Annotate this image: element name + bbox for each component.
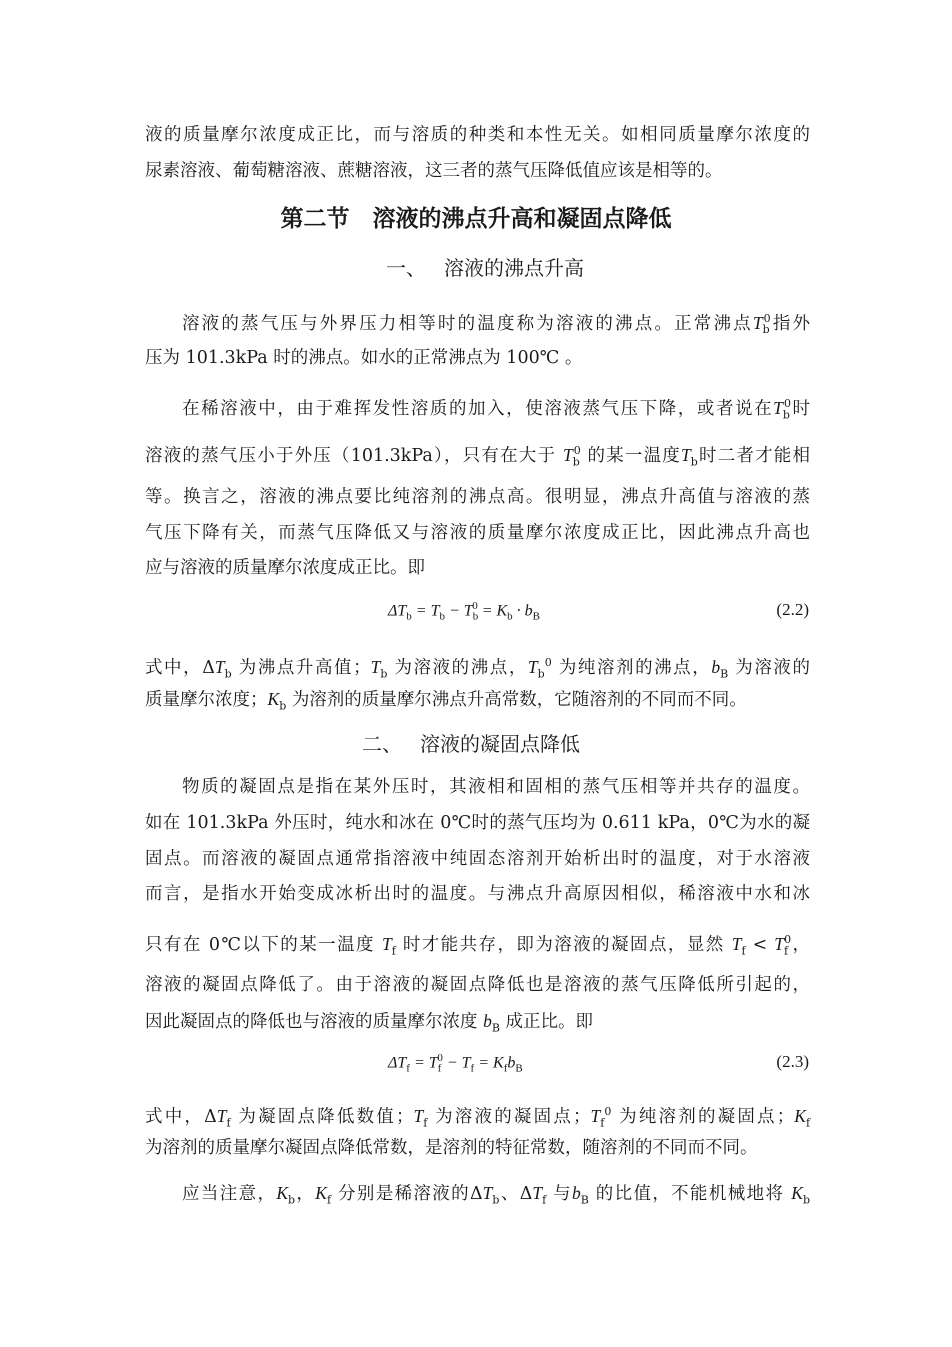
- equation-2-3: [0, 1052, 952, 1082]
- subsection-number: 一、: [386, 256, 426, 280]
- paragraph-line: 在稀溶液中，由于难挥发性溶质的加入，使溶液蒸气压下降，或者说在$T_b^0$时: [182, 397, 811, 422]
- paragraph-line: 为溶剂的质量摩尔凝固点降低常数，是溶剂的特征常数，随溶剂的不同而不同。: [145, 1138, 758, 1158]
- equation-formula: $\Delta T_b = T_b - T_b^0 = K_b \cdot b_B$: [388, 600, 541, 623]
- paragraph-line: 式中，$\Delta T_f$ 为凝固点降低数值；$T_f$ 为溶液的凝固点；$T_f^0$ 为纯溶剂的凝固点；$K_f$: [145, 1105, 811, 1130]
- equation-2-2: [0, 600, 952, 630]
- paragraph-line: 质量摩尔浓度；$K_b$ 为溶剂的质量摩尔沸点升高常数，它随溶剂的不同而不同。: [145, 689, 747, 713]
- paragraph-line: 溶液的蒸气压与外界压力相等时的温度称为溶液的沸点。正常沸点$T_b^0$指外: [182, 312, 811, 337]
- subsection-title: 溶液的沸点升高: [444, 256, 584, 280]
- paragraph-line: 应当注意，$K_b$，$K_f$ 分别是稀溶液的$\Delta T_b$、$\Delta T_f$ 与$b_B$ 的比值，不能机械地将 $K_b$: [182, 1183, 811, 1207]
- subsection-heading: [362, 728, 580, 757]
- paragraph-line: 而言，是指水开始变成冰析出时的温度。与沸点升高原因相似，稀溶液中水和冰: [145, 884, 810, 904]
- paragraph-line: 气压下降有关，而蒸气压降低又与溶液的质量摩尔浓度成正比，因此沸点升高也: [145, 523, 810, 543]
- equation-formula: $\Delta T_f = T_f^0 - T_f = K_fb_B$: [388, 1052, 523, 1075]
- paragraph-line: 因此凝固点的降低也与溶液的质量摩尔浓度 $b_B$ 成正比。即: [145, 1011, 593, 1035]
- equation-number: (2.2): [776, 600, 809, 619]
- paragraph-line: 压为 101.3kPa 时的沸点。如水的正常沸点为 100℃ 。: [145, 348, 583, 368]
- paragraph-line: 固点。而溶液的凝固点通常指溶液中纯固态溶剂开始析出时的温度，对于水溶液: [145, 849, 810, 869]
- paragraph-line: 式中，$\Delta T_b$ 为沸点升高值；$T_b$ 为溶液的沸点，$T_b^0$ 为纯溶剂的沸点，$b_B$ 为溶液的: [145, 656, 810, 681]
- subsection-title: 溶液的凝固点降低: [420, 732, 580, 756]
- paragraph-line: 尿素溶液、葡萄糖溶液、蔗糖溶液，这三者的蒸气压降低值应该是相等的。: [145, 161, 723, 181]
- subsection-heading: [386, 252, 584, 281]
- paragraph-line: 只有在 0℃以下的某一温度 $T_f$ 时才能共存，即为溶液的凝固点，显然 $T_f < T_f^0$，: [145, 933, 810, 958]
- paragraph-line: 溶液的蒸气压小于外压（101.3kPa），只有在大于 $T_b^0$ 的某一温度$T_b$时二者才能相: [145, 444, 810, 469]
- equation-number: (2.3): [776, 1052, 809, 1071]
- section-title: 第二节 溶液的沸点升高和凝固点降低: [280, 206, 672, 232]
- paragraph-line: 如在 101.3kPa 外压时，纯水和冰在 0℃时的蒸气压均为 0.611 kPa，0℃为水的凝: [145, 813, 810, 833]
- paragraph-line: 应与溶液的质量摩尔浓度成正比。即: [145, 558, 425, 578]
- paragraph-line: 等。换言之，溶液的沸点要比纯溶剂的沸点高。很明显，沸点升高值与溶液的蒸: [145, 487, 810, 507]
- paragraph-line: 物质的凝固点是指在某外压时，其液相和固相的蒸气压相等并共存的温度。: [182, 777, 810, 797]
- subsection-number: 二、: [362, 732, 402, 756]
- paragraph-line: 液的质量摩尔浓度成正比，而与溶质的种类和本性无关。如相同质量摩尔浓度的: [145, 125, 810, 145]
- paragraph-line: 溶液的凝固点降低了。由于溶液的凝固点降低也是溶液的蒸气压降低所引起的，: [145, 975, 810, 995]
